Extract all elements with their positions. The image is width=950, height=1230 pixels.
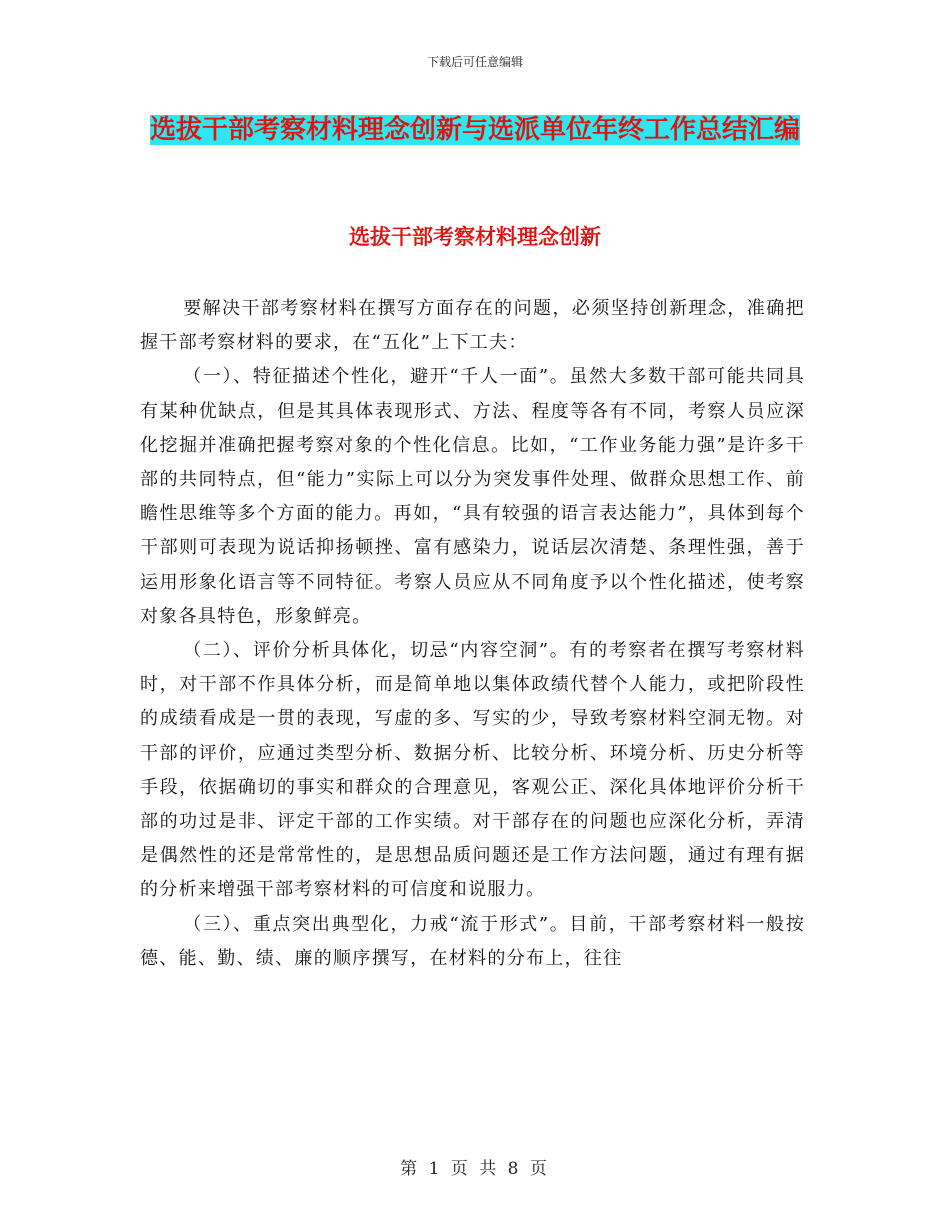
section-title: 选拔干部考察材料理念创新 <box>349 225 601 249</box>
paragraph-point-2: （二）、评价分析具体化，切忌“内容空洞”。有的考察者在撰写考察材料时，对干部不作具体分析，而是简单地以集体政绩代替个人能力，或把阶段性的成绩看成是一贯的表现，写虚的多、写实的少，导致考察材料空洞无物。对干部的评价，应通过类型分析、数据分析、比较分析、环境分析、历史分析等手段，依据确切的事实和群众的合理意见，客观公正、深化具体地评价分析干部的功过是非、评定干部的工作实绩。对干部存在的问题也应深化分析，弄清是偶然性的还是常常性的，是思想品质问题还是工作方法问题，通过有理有据的分析来增强干部考察材料的可信度和说服力。 <box>140 640 805 901</box>
paragraph-intro: 要解决干部考察材料在撰写方面存在的问题，必须坚持创新理念，准确把握干部考察材料的要求，在“五化”上下工夫： <box>140 298 805 354</box>
page-number: 第 1 页 共 8 页 <box>400 1159 550 1179</box>
document-body <box>140 292 805 976</box>
paragraph-point-1: （一）、特征描述个性化，避开“千人一面”。虽然大多数干部可能共同具有某种优缺点，但是其具体表现形式、方法、程度等各有不同，考察人员应深化挖掘并准确把握考察对象的个性化信息。比如，“工作业务能力强”是许多干部的共同特点，但“能力”实际上可以分为突发事件处理、做群众思想工作、前瞻性思维等多个方面的能力。再如，“具有较强的语言表达能力”，具体到每个干部则可表现为说话抑扬顿挫、富有感染力，说话层次清楚、条理性强，善于运用形象化语言等不同特征。考察人员应从不同角度予以个性化描述，使考察对象各具特色，形象鲜亮。 <box>140 366 805 627</box>
header-note: 下载后可任意编辑 <box>426 55 523 69</box>
document-title-text: 选拔干部考察材料理念创新与选派单位年终工作总结汇编 <box>150 115 801 145</box>
document-title <box>150 108 800 152</box>
paragraph-point-3: （三）、重点突出典型化，力戒“流于形式”。目前，干部考察材料一般按德、能、勤、绩、廉的顺序撰写，在材料的分布上，往往 <box>140 913 805 969</box>
